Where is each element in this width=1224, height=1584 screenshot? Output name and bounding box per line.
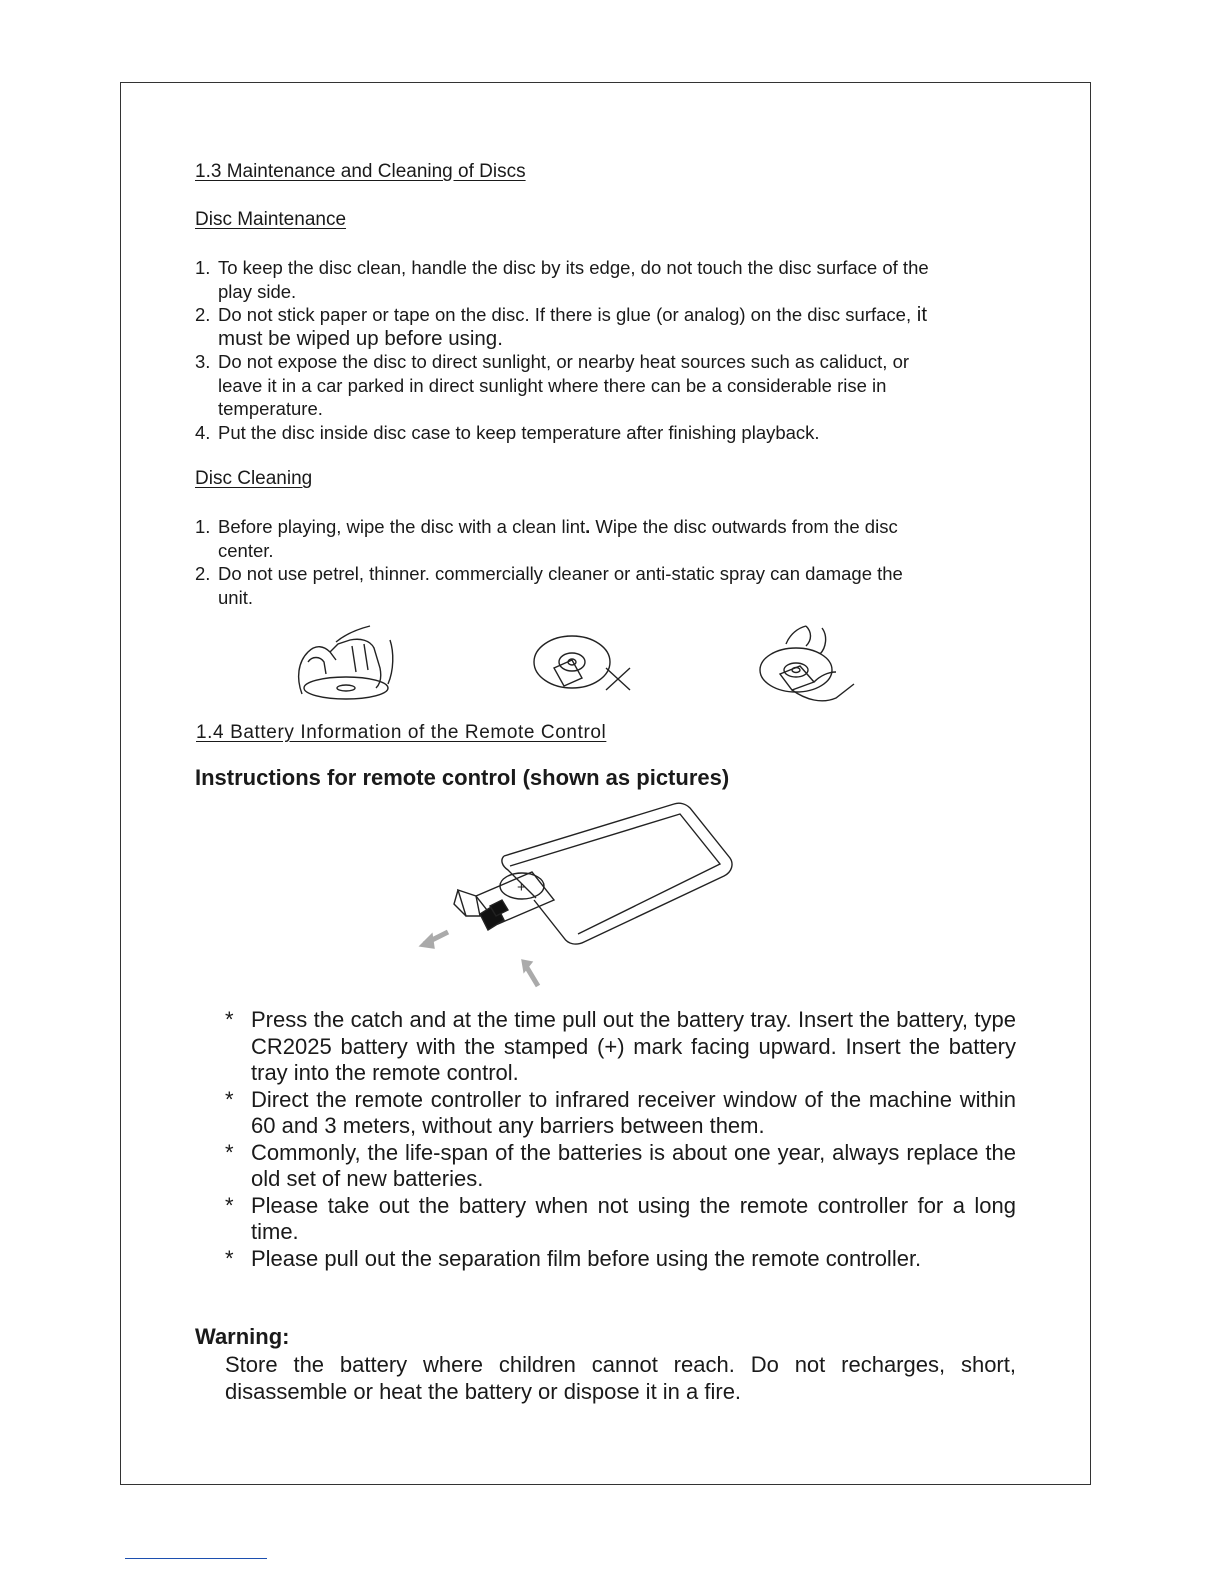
list-number: 2. <box>195 563 211 584</box>
list-text: To keep the disc clean, handle the disc by its edge, do not touch the disc surface of the play side. <box>218 257 929 302</box>
list-text: Do not expose the disc to direct sunlight, or nearby heat sources such as caliduct, or leave it in a car parked in direct sunlight where there can be a considerable rise in temperature. <box>218 351 910 419</box>
bullet-text: Direct the remote controller to infrared receiver window of the machine within 60 and 3 meters, without any barriers between them. <box>251 1086 1016 1138</box>
bullet-star: * <box>225 1139 234 1165</box>
list-item <box>195 515 935 562</box>
list-number: 3. <box>195 351 211 372</box>
list-text: Do not stick paper or tape on the disc. If there is glue (or analog) on the disc surface, <box>218 304 912 325</box>
bullet-star: * <box>225 1192 234 1218</box>
list-number: 1. <box>195 516 211 537</box>
bullet-text: Please take out the battery when not using the remote controller for a long time. <box>251 1192 1016 1244</box>
bullet-star: * <box>225 1007 234 1032</box>
disc-with-tape-crossed-icon <box>532 630 636 692</box>
list-item <box>195 303 935 350</box>
remote-control-battery-tray-icon <box>418 800 738 996</box>
instructions-heading: Instructions for remote control (shown as pictures) <box>195 765 730 790</box>
bullet-text: Press the catch and at the time pull out the battery tray. Insert the battery, type CR2025 battery with the stamped (+) mark facing upward. Insert the battery tray into the remote control. <box>251 1007 1016 1085</box>
disc-cleaning-heading: Disc Cleaning <box>195 468 313 489</box>
disc-maintenance-list <box>195 256 935 444</box>
list-number: 4. <box>195 421 211 443</box>
list-text: Wipe the disc outwards from the disc center. <box>218 516 898 561</box>
list-number: 2. <box>195 304 211 325</box>
section-13-title: 1.3 Maintenance and Cleaning of Discs <box>195 161 526 182</box>
remote-instructions-list <box>225 1007 1016 1272</box>
list-item <box>225 1193 1016 1246</box>
hand-wiping-disc-icon <box>756 620 860 710</box>
bullet-star: * <box>225 1245 234 1271</box>
section-14-title: 1.4 Battery Information of the Remote Control <box>196 722 607 743</box>
list-item <box>225 1246 1016 1273</box>
list-item <box>195 350 935 421</box>
warning-text: Store the battery where children cannot reach. Do not recharges, short, disassemble or heat the battery or dispose it in a fire. <box>225 1352 1016 1404</box>
list-text: Put the disc inside disc case to keep temperature after finishing playback. <box>218 421 820 443</box>
bullet-text: Commonly, the life-span of the batteries is about one year, always replace the old set of new batteries. <box>251 1139 1016 1191</box>
list-text-dot: . <box>585 516 596 537</box>
bullet-star: * <box>225 1086 234 1112</box>
warning-label: Warning: <box>195 1324 290 1349</box>
bullet-text: Please pull out the separation film before using the remote controller. <box>251 1245 922 1271</box>
list-text-large: it must be wiped up before using. <box>218 303 928 350</box>
hand-holding-disc-icon <box>290 622 400 702</box>
disc-maintenance-heading: Disc Maintenance <box>195 209 347 230</box>
disc-cleaning-list <box>195 515 935 609</box>
battery-plus-symbol: + <box>517 879 526 896</box>
footer-rule <box>125 1558 267 1559</box>
list-text: Before playing, wipe the disc with a clean lint <box>218 516 586 537</box>
list-number: 1. <box>195 257 211 278</box>
list-item <box>195 421 935 445</box>
list-item <box>195 562 935 609</box>
list-item <box>225 1140 1016 1193</box>
list-item <box>195 256 935 303</box>
list-item <box>225 1087 1016 1140</box>
list-text: Do not use petrel, thinner. commercially cleaner or anti-static spray can damage the unit. <box>218 563 903 608</box>
list-item <box>225 1007 1016 1087</box>
